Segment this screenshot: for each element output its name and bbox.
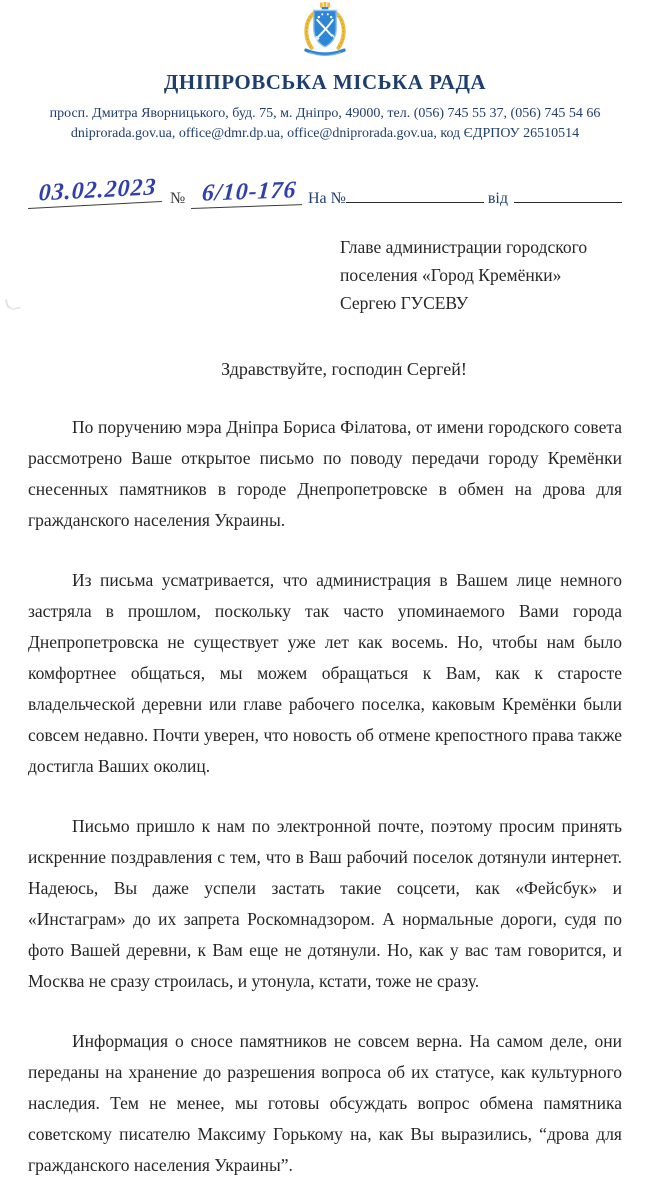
recipient-line-3: Сергею ГУСЕВУ	[340, 292, 469, 313]
recipient-line-2: поселения «Город Кремёнки»	[340, 264, 562, 285]
paragraph-4: Информация о сносе памятников не совсем верна. На самом деле, они переданы на хранение до разрешения вопроса об их статусе, как культурного наследия. Тем не менее, мы готовы обсуждать вопрос обмена памятника советскому писателю Максиму Горькому на, как Вы выразились, “дрова для гражданского населения Украины”.	[28, 1030, 622, 1175]
recipient-block	[340, 233, 622, 317]
reference-row	[28, 167, 622, 209]
incoming-reference	[308, 188, 622, 209]
number-sign: №	[170, 189, 186, 207]
address-line-1: просп. Дмитра Яворницького, буд. 75, м. Дніпро, 49000, тел. (056) 745 55 37, (056) 745 54 66	[49, 106, 601, 121]
letterhead	[0, 0, 650, 145]
paragraph-1: По поручению мэра Дніпра Бориса Філатова, от имени городского совета рассмотрено Ваше открытое письмо по поводу передачи городу Кремёнки снесенных памятников в городе Днепропетровске в обмен на дрова для гражданского населения Украины.	[28, 416, 622, 530]
reply-date-label: від	[487, 189, 508, 207]
reply-number-blank	[346, 188, 484, 203]
address-line-2: dniprorada.gov.ua, office@dmr.dp.ua, office@dniprorada.gov.ua, код ЄДРПОУ 26510514	[70, 126, 580, 142]
dnipro-coat-of-arms-icon	[296, 2, 354, 58]
paragraph-2: Из письма усматривается, что администрация в Вашем лице немного застряла в прошлом, поскольку так часто упоминаемого Вами города Днепропетровска не существует уже лет как восемь. Но, чтобы нам было комфортнее общаться, мы можем обращаться к Вам, как к старосте владельческой деревни или главе рабочего поселка, каковым Кремёнки были совсем недавно. Почти уверен, что новость об отмене крепостного права также достигла Ваших околиц.	[28, 569, 622, 776]
letterhead-address	[0, 104, 650, 145]
outgoing-reference	[28, 173, 302, 209]
reply-date-blank	[514, 188, 622, 203]
paragraph-3: Письмо пришло к нам по электронной почте, поэтому просим принять искренние поздравления с тем, что в Ваш рабочий поселок дотянули интернет. Надеюсь, Вы даже успели застать такие соцсети, как «Фейсбук» и «Инстаграм» до их запрета Роскомнадзором. А нормальные дороги, судя по фото Вашей деревни, к Вам еще не дотянули. Но, как у вас там говорится, и Москва не сразу строилась, и утонула, кстати, тоже не сразу.	[28, 815, 622, 991]
handwritten-number: 6/10-176	[191, 178, 303, 209]
organization-name: ДНІПРОВСЬКА МІСЬКА РАДА	[163, 70, 487, 94]
greeting: Здравствуйте, господин Сергей!	[221, 358, 467, 379]
handwritten-date: 03.02.2023	[28, 174, 163, 208]
scan-artifact	[5, 297, 21, 312]
recipient-line-1: Главе администрации городского	[340, 236, 588, 257]
reply-number-label: На №	[307, 189, 346, 207]
letter-body	[28, 412, 622, 1181]
